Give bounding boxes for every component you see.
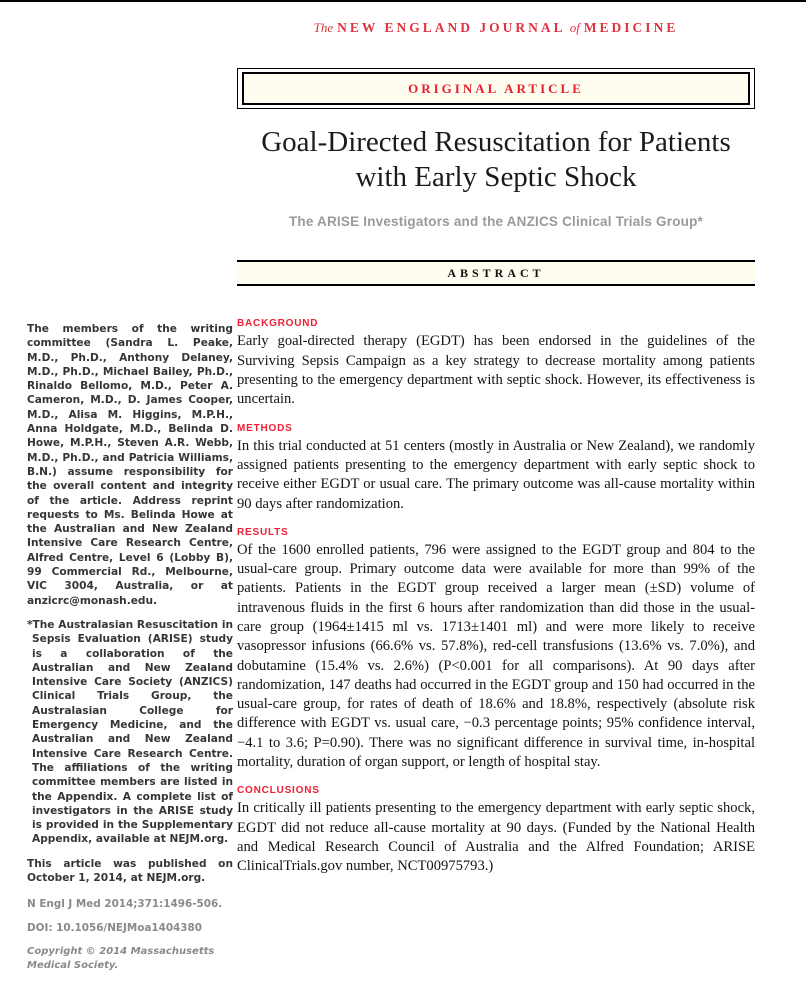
main-column: [237, 0, 755, 890]
section-background: [237, 318, 755, 409]
abstract-header: ABSTRACT: [237, 260, 755, 286]
section-text-results: Of the 1600 enrolled patients, 796 were assigned to the EGDT group and 804 to the usual-care group. Primary outcome data were available for more than 99% of the patients. Patients in the EGDT group received a larger mean (±SD) volume of intravenous fluids in the first 6 hours after randomization than did those in the usual-care group (1964±1415 ml vs. 1713±1401 ml) and were more likely to receive vasopressor infusions (66.6% vs. 57.8%), red-cell transfusions (13.6% vs. 7.0%), and dobutamine (15.4% vs. 2.6%) (P<0.001 for all comparisons). At 90 days after randomization, 147 deaths had occurred in the EGDT group and 150 had occurred in the usual-care group, for rates of death of 18.6% and 18.8%, respectively (absolute risk difference with EGDT vs. usual care, −0.3 percentage points; 95% confidence interval, −4.1 to 3.6; P=0.90). There was no significant difference in survival time, in-hospital mortality, duration of organ support, or length of hospital stay.: [237, 541, 755, 771]
article-title: [237, 125, 755, 195]
citation-block: [27, 898, 233, 973]
section-heading-results: RESULTS: [237, 526, 289, 538]
section-methods: [237, 423, 755, 514]
copyright-line: Copyright © 2014 Massachusetts Medical Society.: [27, 946, 215, 972]
original-article-label: ORIGINAL ARTICLE: [242, 72, 750, 105]
doi-line: DOI: 10.1056/NEJMoa1404380: [27, 921, 202, 934]
section-text-conclusions: In critically ill patients presenting to the emergency department with early septic shock, EGDT did not reduce all-cause mortality at 90 days. (Funded by the National Health and Medical Research Council of Australia and the Alfred Foundation; ARISE ClinicalTrials.gov number, NCT00975793.): [237, 800, 755, 875]
section-heading-background: BACKGROUND: [237, 318, 319, 330]
note-study-collaboration: *The Australasian Resuscitation in Sepsis Evaluation (ARISE) study is a collaboration of the Australian and New Zealand Intensive Care Society (ANZICS) Clinical Trials Group, the Australasian College for Emergency Medicine, and the Australian and New Zealand Intensive Care Research Centre. The affiliations of the writing committee members are listed in the Appendix. A complete list of investigators in the ARISE study is provided in the Supplementary Appendix, available at NEJM.org.: [27, 618, 233, 846]
section-heading-conclusions: CONCLUSIONS: [237, 785, 320, 797]
section-text-methods: In this trial conducted at 51 centers (mostly in Australia or New Zealand), we randomly assigned patients presenting to the emergency department with early septic shock to receive either EGDT or usual care. The primary outcome was all-cause mortality within 90 days after randomization.: [237, 437, 755, 512]
section-heading-methods: METHODS: [237, 422, 293, 434]
masthead-of: of: [569, 20, 580, 35]
note-writing-committee: The members of the writing committee (Sandra L. Peake, M.D., Ph.D., Anthony Delaney, M.D., Ph.D., Michael Bailey, Ph.D., Rinaldo Bellomo, M.D., Peter A. Cameron, M.D., D. James Cooper, M.D., Alisa M. Higgins, M.P.H., Anna Holdgate, M.D., Belinda D. Howe, M.P.H., Steven A.R. Webb, M.D., Ph.D., and Patricia Williams, B.N.) assume responsibility for the overall content and integrity of the article. Address reprint requests to Ms. Belinda Howe at the Australian and New Zealand Intensive Care Research Centre, Alfred Centre, Level 6 (Lobby B), 99 Commercial Rd., Melbourne, VIC 3004, Australia, or at anzicrc@monash.edu.: [27, 323, 233, 607]
section-text-background: Early goal-directed therapy (EGDT) has been endorsed in the guidelines of the Surviving Sepsis Campaign as a key strategy to decrease mortality among patients presenting to the emergency department with septic shock. However, its effectiveness is uncertain.: [237, 333, 755, 408]
section-results: [237, 527, 755, 773]
masthead-the: The: [313, 20, 334, 35]
byline: The ARISE Investigators and the ANZICS Clinical Trials Group*: [288, 214, 704, 230]
masthead-medicine: MEDICINE: [583, 20, 679, 35]
masthead-journal-name: NEW ENGLAND JOURNAL: [337, 20, 566, 35]
section-conclusions: [237, 785, 755, 876]
abstract-body: [237, 318, 755, 876]
article-title-line1: Goal-Directed Resuscitation for Patients: [261, 126, 731, 158]
citation-line: N Engl J Med 2014;371:1496-506.: [27, 898, 223, 911]
article-title-line2: with Early Septic Shock: [355, 161, 637, 193]
margin-notes: [27, 322, 233, 983]
note-publication-date: This article was published on October 1, 2014, at NEJM.org.: [27, 857, 233, 884]
original-article-box: [237, 68, 755, 109]
